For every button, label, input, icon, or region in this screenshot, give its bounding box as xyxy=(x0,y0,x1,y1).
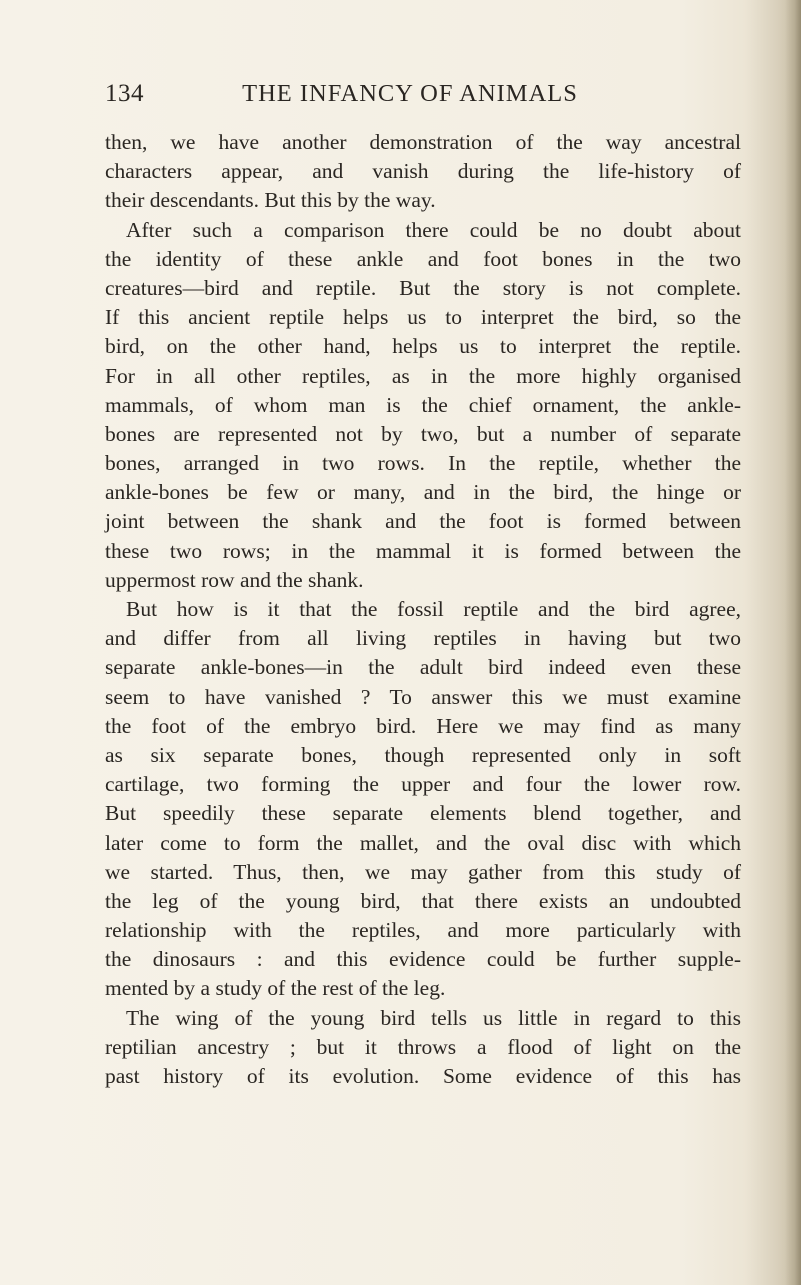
text-line: the foot of the embryo bird. Here we may find as many xyxy=(105,713,741,738)
text-line: uppermost row and the shank. xyxy=(105,567,364,592)
text-line: bird, on the other hand, helps us to interpret the reptile. xyxy=(105,334,741,359)
text-line: the identity of these ankle and foot bones in the two xyxy=(105,246,741,271)
text-line: reptilian ancestry ; but it throws a flood of light on the xyxy=(105,1034,741,1059)
text-line: as six separate bones, though represented only in soft xyxy=(105,742,741,767)
text-line: bones, arranged in two rows. In the reptile, whether the xyxy=(105,451,741,476)
page-number: 134 xyxy=(105,80,144,107)
text-line: For in all other reptiles, as in the more highly organised xyxy=(105,363,741,388)
text-line: After such a comparison there could be no doubt about xyxy=(126,217,741,242)
text-line: these two rows; in the mammal it is formed between the xyxy=(105,538,741,563)
text-line: relationship with the reptiles, and more particularly with xyxy=(105,918,741,943)
text-line: But speedily these separate elements blend together, and xyxy=(105,801,741,826)
text-line: their descendants. But this by the way. xyxy=(105,188,436,213)
text-line: mented by a study of the rest of the leg. xyxy=(105,976,446,1001)
text-line: mammals, of whom man is the chief ornament, the ankle- xyxy=(105,392,741,417)
text-line: the dinosaurs : and this evidence could be further supple- xyxy=(105,947,741,972)
text-line: later come to form the mallet, and the oval disc with which xyxy=(105,830,741,855)
text-line: joint between the shank and the foot is formed between xyxy=(105,509,741,534)
text-line: The wing of the young bird tells us little in regard to this xyxy=(126,1005,741,1030)
text-line: we started. Thus, then, we may gather from this study of xyxy=(105,859,741,884)
text-line: If this ancient reptile helps us to interpret the bird, so the xyxy=(105,305,741,330)
text-line: ankle-bones be few or many, and in the bird, the hinge or xyxy=(105,480,741,505)
running-title: THE INFANCY OF ANIMALS xyxy=(242,80,578,107)
text-line: past history of its evolution. Some evidence of this has xyxy=(105,1064,741,1088)
text-line: seem to have vanished ? To answer this we must examine xyxy=(105,684,741,709)
text-line: creatures—bird and reptile. But the story is not complete. xyxy=(105,275,741,300)
text-line: separate ankle-bones—in the adult bird indeed even these xyxy=(105,655,741,680)
body-text xyxy=(105,128,741,1091)
text-line: the leg of the young bird, that there exists an undoubted xyxy=(105,888,741,913)
text-line: then, we have another demonstration of the way ancestral xyxy=(105,130,741,154)
page-edge-shadow xyxy=(785,0,801,1285)
text-line: characters appear, and vanish during the life-history of xyxy=(105,159,741,184)
text-line: bones are represented not by two, but a number of separate xyxy=(105,421,741,446)
text-line: cartilage, two forming the upper and four the lower row. xyxy=(105,772,741,797)
page-header xyxy=(105,80,715,116)
text-line: and differ from all living reptiles in having but two xyxy=(105,626,741,651)
text-line: But how is it that the fossil reptile and the bird agree, xyxy=(126,597,741,621)
